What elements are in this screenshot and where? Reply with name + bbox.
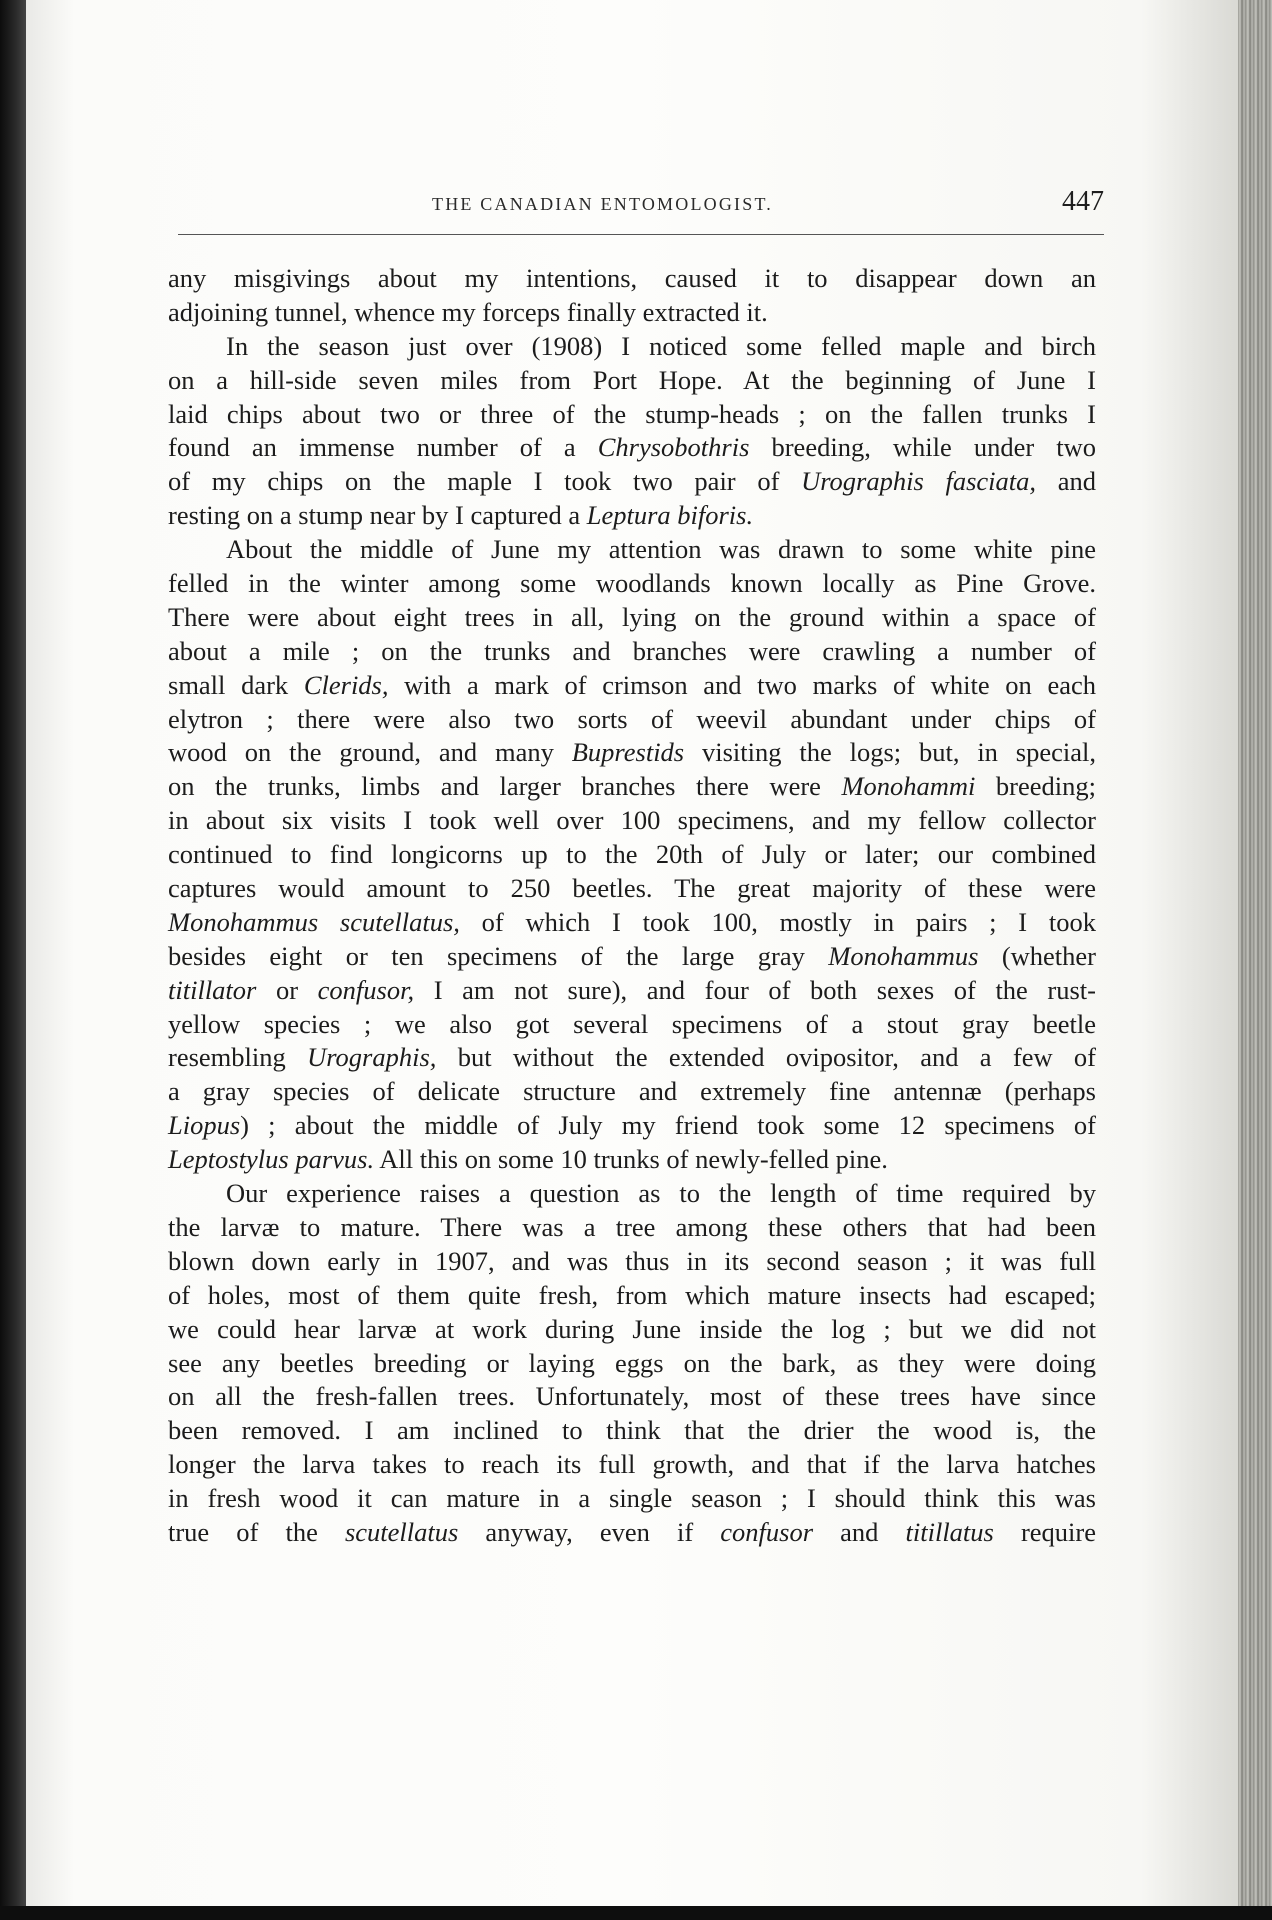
text-span: and: [813, 1516, 906, 1547]
italic-span: Monohammus: [828, 940, 979, 971]
text-span: breeding, while under two: [749, 432, 1096, 463]
text-line: [168, 330, 1096, 364]
text-line: [168, 1245, 1096, 1279]
text-span: breeding;: [975, 771, 1097, 802]
text-line: [168, 1380, 1096, 1414]
text-span: There were about eight trees in all, lying on the ground within a space of: [168, 601, 1096, 632]
text-line: [168, 770, 1096, 804]
text-line: [168, 1008, 1096, 1042]
text-line: [168, 736, 1096, 770]
text-line: [168, 1448, 1096, 1482]
text-span: felled in the winter among some woodlands known locally as Pine Grove.: [168, 568, 1096, 599]
italic-span: Chrysobothris: [597, 432, 750, 463]
text-span: All this on some 10 trunks of newly-felled pine.: [374, 1144, 888, 1175]
text-span: on a hill-side seven miles from Port Hope. At the beginning of June I: [168, 364, 1096, 395]
text-line: [168, 465, 1096, 499]
italic-span: titillatus: [905, 1516, 994, 1547]
italic-span: confusor: [720, 1516, 814, 1547]
text-line: [168, 1347, 1096, 1381]
text-span: of which I took 100, mostly in pairs ; I took: [459, 906, 1096, 937]
text-line: [168, 872, 1096, 906]
text-span: about a mile ; on the trunks and branches were crawling a number of: [168, 635, 1096, 666]
text-line: [168, 1109, 1096, 1143]
italic-span: Liopus: [168, 1110, 241, 1141]
header-rule: [178, 234, 1104, 235]
text-span: wood on the ground, and many: [168, 737, 572, 768]
italic-span: Urographis,: [307, 1042, 437, 1073]
italic-span: Urographis fasciata,: [801, 466, 1037, 497]
text-line: [168, 1414, 1096, 1448]
text-span: but without the extended ovipositor, and a few of: [436, 1042, 1096, 1073]
text-span: anyway, even if: [458, 1516, 721, 1547]
text-span: adjoining tunnel, whence my forceps finally extracted it.: [168, 296, 768, 327]
text-span: blown down early in 1907, and was thus in its second season ; it was full: [168, 1245, 1096, 1276]
text-line: [168, 669, 1096, 703]
body-text: [168, 262, 1096, 1550]
italic-span: Leptura biforis.: [586, 500, 754, 531]
text-line: [168, 364, 1096, 398]
text-line: [168, 398, 1096, 432]
text-span: on all the fresh-fallen trees. Unfortunately, most of these trees have since: [168, 1381, 1096, 1412]
text-span: (whether: [978, 940, 1096, 971]
text-span: of my chips on the maple I took two pair of: [168, 466, 802, 497]
text-line: [168, 296, 1096, 330]
text-line: [168, 1211, 1096, 1245]
page-header: [178, 188, 1104, 228]
text-line: [168, 1482, 1096, 1516]
text-line: [168, 533, 1096, 567]
text-span: been removed. I am inclined to think that the drier the wood is, the: [168, 1415, 1096, 1446]
italic-span: scutellatus: [344, 1516, 459, 1547]
text-line: [168, 1075, 1096, 1109]
page-number: 447: [1062, 186, 1104, 217]
italic-span: Leptostylus parvus.: [168, 1144, 375, 1175]
text-span: or: [256, 974, 318, 1005]
text-span: In the season just over (1908) I noticed some felled maple and birch: [226, 330, 1096, 361]
text-line: [168, 940, 1096, 974]
text-span: longer the larva takes to reach its full growth, and that if the larva hatches: [168, 1449, 1096, 1480]
text-span: yellow species ; we also got several specimens of a stout gray beetle: [168, 1008, 1096, 1039]
text-line: [168, 635, 1096, 669]
text-line: [168, 601, 1096, 635]
text-span: small dark: [168, 669, 304, 700]
italic-span: Monohammi: [841, 771, 976, 802]
italic-span: Buprestids: [571, 737, 685, 768]
text-line: [168, 1313, 1096, 1347]
text-line: [168, 1041, 1096, 1075]
text-span: elytron ; there were also two sorts of weevil abundant under chips of: [168, 703, 1096, 734]
binding-shadow: [0, 0, 26, 1920]
italic-span: confusor,: [317, 974, 415, 1005]
text-line: [168, 906, 1096, 940]
text-span: on the trunks, limbs and larger branches there were: [168, 771, 842, 802]
text-span: in fresh wood it can mature in a single season ; I should think this was: [168, 1483, 1096, 1514]
text-span: besides eight or ten specimens of the large gray: [168, 940, 829, 971]
text-span: ) ; about the middle of July my friend took some 12 specimens of: [240, 1110, 1096, 1141]
text-span: with a mark of crimson and two marks of white on each: [388, 669, 1096, 700]
text-span: we could hear larvæ at work during June inside the log ; but we did not: [168, 1313, 1096, 1344]
italic-span: titillator: [168, 974, 257, 1005]
text-span: in about six visits I took well over 100 specimens, and my fellow collector: [168, 805, 1096, 836]
text-span: laid chips about two or three of the stump-heads ; on the fallen trunks I: [168, 398, 1096, 429]
text-span: resting on a stump near by I captured a: [168, 500, 587, 531]
text-span: About the middle of June my attention was drawn to some white pine: [226, 534, 1096, 565]
text-span: Our experience raises a question as to the length of time required by: [226, 1178, 1096, 1209]
text-span: see any beetles breeding or laying eggs on the bark, as they were doing: [168, 1347, 1096, 1378]
text-span: a gray species of delicate structure and extremely fine antennæ (perhaps: [168, 1076, 1096, 1107]
text-span: and: [1036, 466, 1096, 497]
text-line: [168, 567, 1096, 601]
text-span: visiting the logs; but, in special,: [684, 737, 1096, 768]
scan-bottom-border: [0, 1906, 1272, 1920]
text-line: [168, 262, 1096, 296]
text-span: I am not sure), and four of both sexes of the rust-: [414, 974, 1096, 1005]
running-title: THE CANADIAN ENTOMOLOGIST.: [432, 194, 774, 214]
text-span: found an immense number of a: [168, 432, 598, 463]
text-span: the larvæ to mature. There was a tree among these others that had been: [168, 1211, 1096, 1242]
text-line: [168, 499, 1096, 533]
italic-span: Clerids,: [303, 669, 389, 700]
page-stack-edge: [1238, 0, 1272, 1920]
text-span: captures would amount to 250 beetles. The great majority of these were: [168, 873, 1096, 904]
text-span: require: [993, 1516, 1096, 1547]
text-span: resembling: [168, 1042, 308, 1073]
text-span: any misgivings about my intentions, caused it to disappear down an: [168, 263, 1096, 293]
text-span: true of the: [168, 1516, 345, 1547]
text-line: [168, 974, 1096, 1008]
text-line: [168, 804, 1096, 838]
text-line: [168, 703, 1096, 737]
text-line: [168, 431, 1096, 465]
text-span: continued to find longicorns up to the 20th of July or later; our combined: [168, 839, 1096, 870]
text-span: of holes, most of them quite fresh, from which mature insects had escaped;: [168, 1279, 1096, 1310]
text-line: [168, 1516, 1096, 1550]
text-line: [168, 838, 1096, 872]
italic-span: Monohammus scutellatus,: [168, 906, 460, 937]
text-line: [168, 1279, 1096, 1313]
text-line: [168, 1177, 1096, 1211]
text-line: [168, 1143, 1096, 1177]
